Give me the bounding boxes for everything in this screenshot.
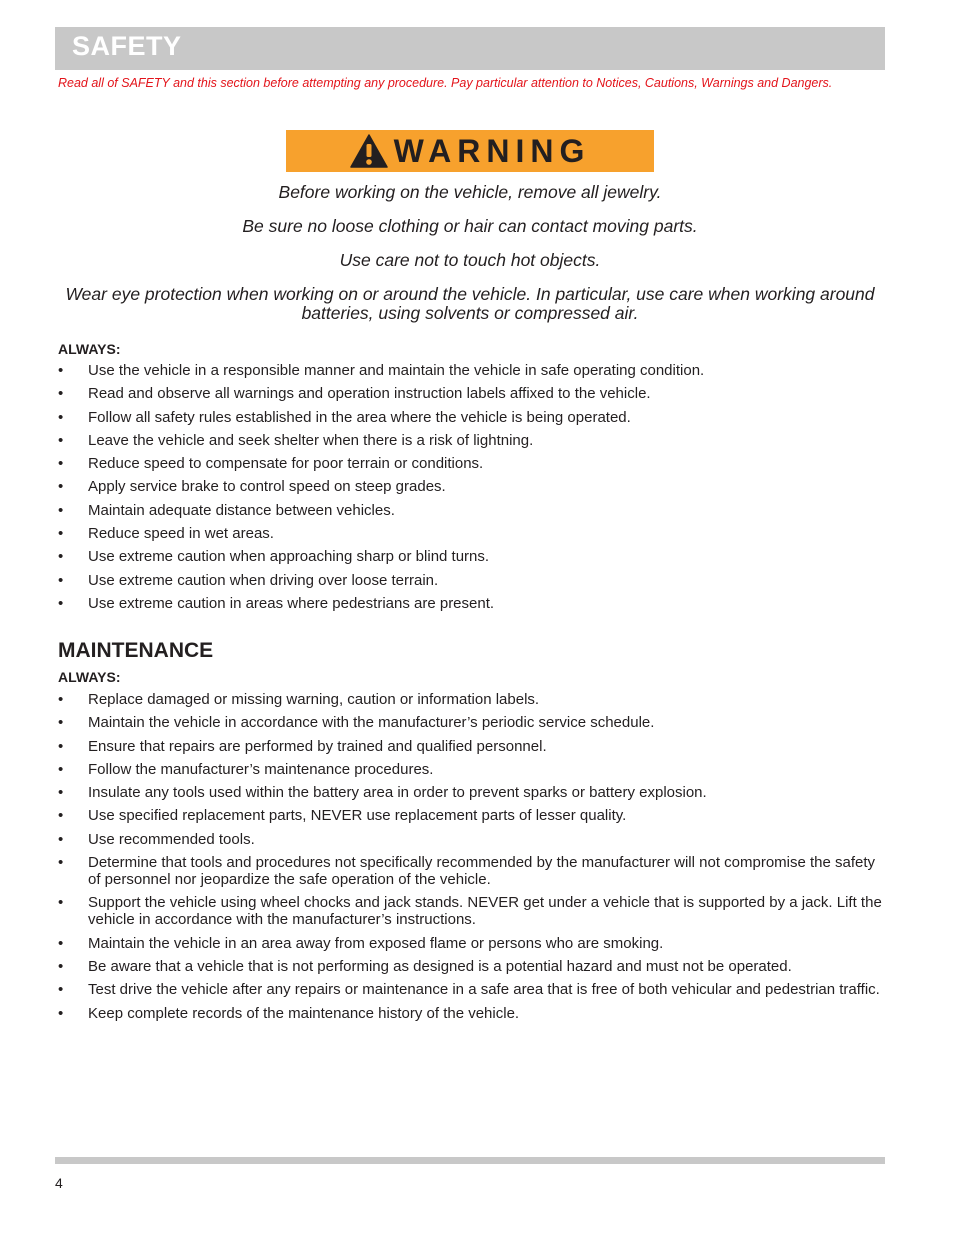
- maintenance-rules-list: [58, 691, 888, 1028]
- section-header-bar: [55, 27, 885, 70]
- bullet: •: [58, 1004, 64, 1022]
- footer-bar: [55, 1157, 885, 1164]
- bullet: •: [58, 784, 64, 802]
- warning-text-block: [55, 183, 885, 338]
- list-item-text: Use extreme caution in areas where pedestrians are present.: [88, 594, 495, 612]
- bullet: •: [58, 807, 64, 825]
- list-item: [58, 738, 888, 755]
- bullet: •: [58, 691, 64, 708]
- bullet: •: [58, 957, 64, 975]
- bullet: •: [58, 760, 64, 778]
- list-item-text: Maintain the vehicle in accordance with the manufacturer’s periodic service schedule.: [88, 714, 655, 732]
- bullet: •: [58, 362, 64, 379]
- list-item-text: Use recommended tools.: [88, 830, 255, 848]
- warning-line: Use care not to touch hot objects.: [339, 250, 601, 270]
- warning-banner: [286, 130, 654, 172]
- bullet: •: [58, 548, 64, 566]
- list-item-text: Be aware that a vehicle that is not performing as designed is a potential hazard and must not be operated.: [88, 957, 792, 975]
- list-item-text: Reduce speed to compensate for poor terrain or conditions.: [88, 455, 484, 473]
- bullet: •: [58, 385, 64, 403]
- list-item: [58, 432, 888, 449]
- bullet: •: [58, 854, 64, 872]
- list-item: [58, 714, 888, 731]
- list-item: [58, 807, 888, 824]
- list-item-text: Use the vehicle in a responsible manner and maintain the vehicle in safe operating condition.: [88, 362, 705, 379]
- bullet: •: [58, 431, 64, 449]
- list-item-text: Leave the vehicle and seek shelter when there is a risk of lightning.: [88, 431, 534, 449]
- bullet: •: [58, 501, 64, 519]
- list-item: [58, 854, 888, 888]
- list-item-text: Read and observe all warnings and operation instruction labels affixed to the vehicle.: [88, 385, 651, 403]
- list-item: [58, 572, 888, 589]
- warning-line: Wear eye protection when working on or around the vehicle. In particular, use care when working around batteries, using solvents or compressed air.: [65, 284, 875, 323]
- bullet: •: [58, 934, 64, 952]
- list-item: [58, 385, 888, 402]
- bullet: •: [58, 571, 64, 589]
- safety-rules-list: [58, 362, 888, 618]
- list-item: [58, 761, 888, 778]
- list-item: [58, 784, 888, 801]
- list-item: [58, 362, 888, 379]
- list-item-text: Maintain adequate distance between vehicles.: [88, 501, 395, 519]
- list-item-text: Reduce speed in wet areas.: [88, 525, 274, 543]
- intro-note: Read all of SAFETY and this section before attempting any procedure. Pay particular attention to Notices, Cautions, Warnings and Dangers.: [58, 76, 833, 90]
- page-number: 4: [55, 1175, 63, 1191]
- bullet: •: [58, 594, 64, 612]
- list-item-text: Use extreme caution when approaching sharp or blind turns.: [88, 548, 490, 566]
- list-item-text: Determine that tools and procedures not specifically recommended by the manufacturer will not compromise the safety of personnel nor jeopardize the safe operation of the vehicle.: [88, 854, 876, 889]
- list-item: [58, 525, 888, 542]
- warning-triangle-icon: [350, 134, 388, 168]
- list-item-text: Insulate any tools used within the battery area in order to prevent sparks or battery explosion.: [88, 784, 707, 802]
- bullet: •: [58, 478, 64, 496]
- list-item-text: Keep complete records of the maintenance history of the vehicle.: [88, 1004, 520, 1022]
- list-item: [58, 478, 888, 495]
- list-item: [58, 502, 888, 519]
- maintenance-heading: MAINTENANCE: [58, 639, 214, 662]
- warning-label: WARNING: [393, 132, 591, 169]
- list-item: [58, 595, 888, 612]
- bullet: •: [58, 737, 64, 755]
- bullet: •: [58, 455, 64, 473]
- list-item: [58, 981, 888, 998]
- list-item: [58, 894, 888, 928]
- warning-line: Before working on the vehicle, remove all jewelry.: [278, 182, 662, 202]
- bullet: •: [58, 408, 64, 426]
- warning-line: Be sure no loose clothing or hair can contact moving parts.: [242, 216, 698, 236]
- list-item-text: Maintain the vehicle in an area away from exposed flame or persons who are smoking.: [88, 934, 664, 952]
- section-title: SAFETY: [72, 31, 182, 61]
- list-item: [58, 409, 888, 426]
- bullet: •: [58, 981, 64, 999]
- list-item-text: Test drive the vehicle after any repairs or maintenance in a safe area that is free of both vehicular and pedestrian traffic.: [88, 981, 880, 999]
- list-item: [58, 831, 888, 848]
- list-item-text: Follow the manufacturer’s maintenance procedures.: [88, 760, 434, 778]
- list-item-text: Apply service brake to control speed on steep grades.: [88, 478, 446, 496]
- list-item-text: Follow all safety rules established in the area where the vehicle is being operated.: [88, 408, 631, 426]
- list-item: [58, 935, 888, 952]
- list-item: [58, 548, 888, 565]
- list-item-text: Ensure that repairs are performed by trained and qualified personnel.: [88, 737, 547, 755]
- always-label: ALWAYS:: [58, 341, 121, 357]
- list-item: [58, 1005, 888, 1022]
- bullet: •: [58, 830, 64, 848]
- list-item: [58, 958, 888, 975]
- bullet: •: [58, 714, 64, 732]
- always-label: ALWAYS:: [58, 669, 121, 685]
- bullet: •: [58, 525, 64, 543]
- list-item-text: Use extreme caution when driving over loose terrain.: [88, 571, 439, 589]
- list-item-text: Use specified replacement parts, NEVER use replacement parts of lesser quality.: [88, 807, 627, 825]
- list-item-text: Replace damaged or missing warning, caution or information labels.: [88, 691, 540, 708]
- list-item: [58, 455, 888, 472]
- bullet: •: [58, 894, 64, 912]
- list-item-text: Support the vehicle using wheel chocks and jack stands. NEVER get under a vehicle that is supported by a jack. Lift the vehicle in accordance with the manufacturer’s instructions.: [88, 894, 882, 929]
- list-item: [58, 691, 888, 708]
